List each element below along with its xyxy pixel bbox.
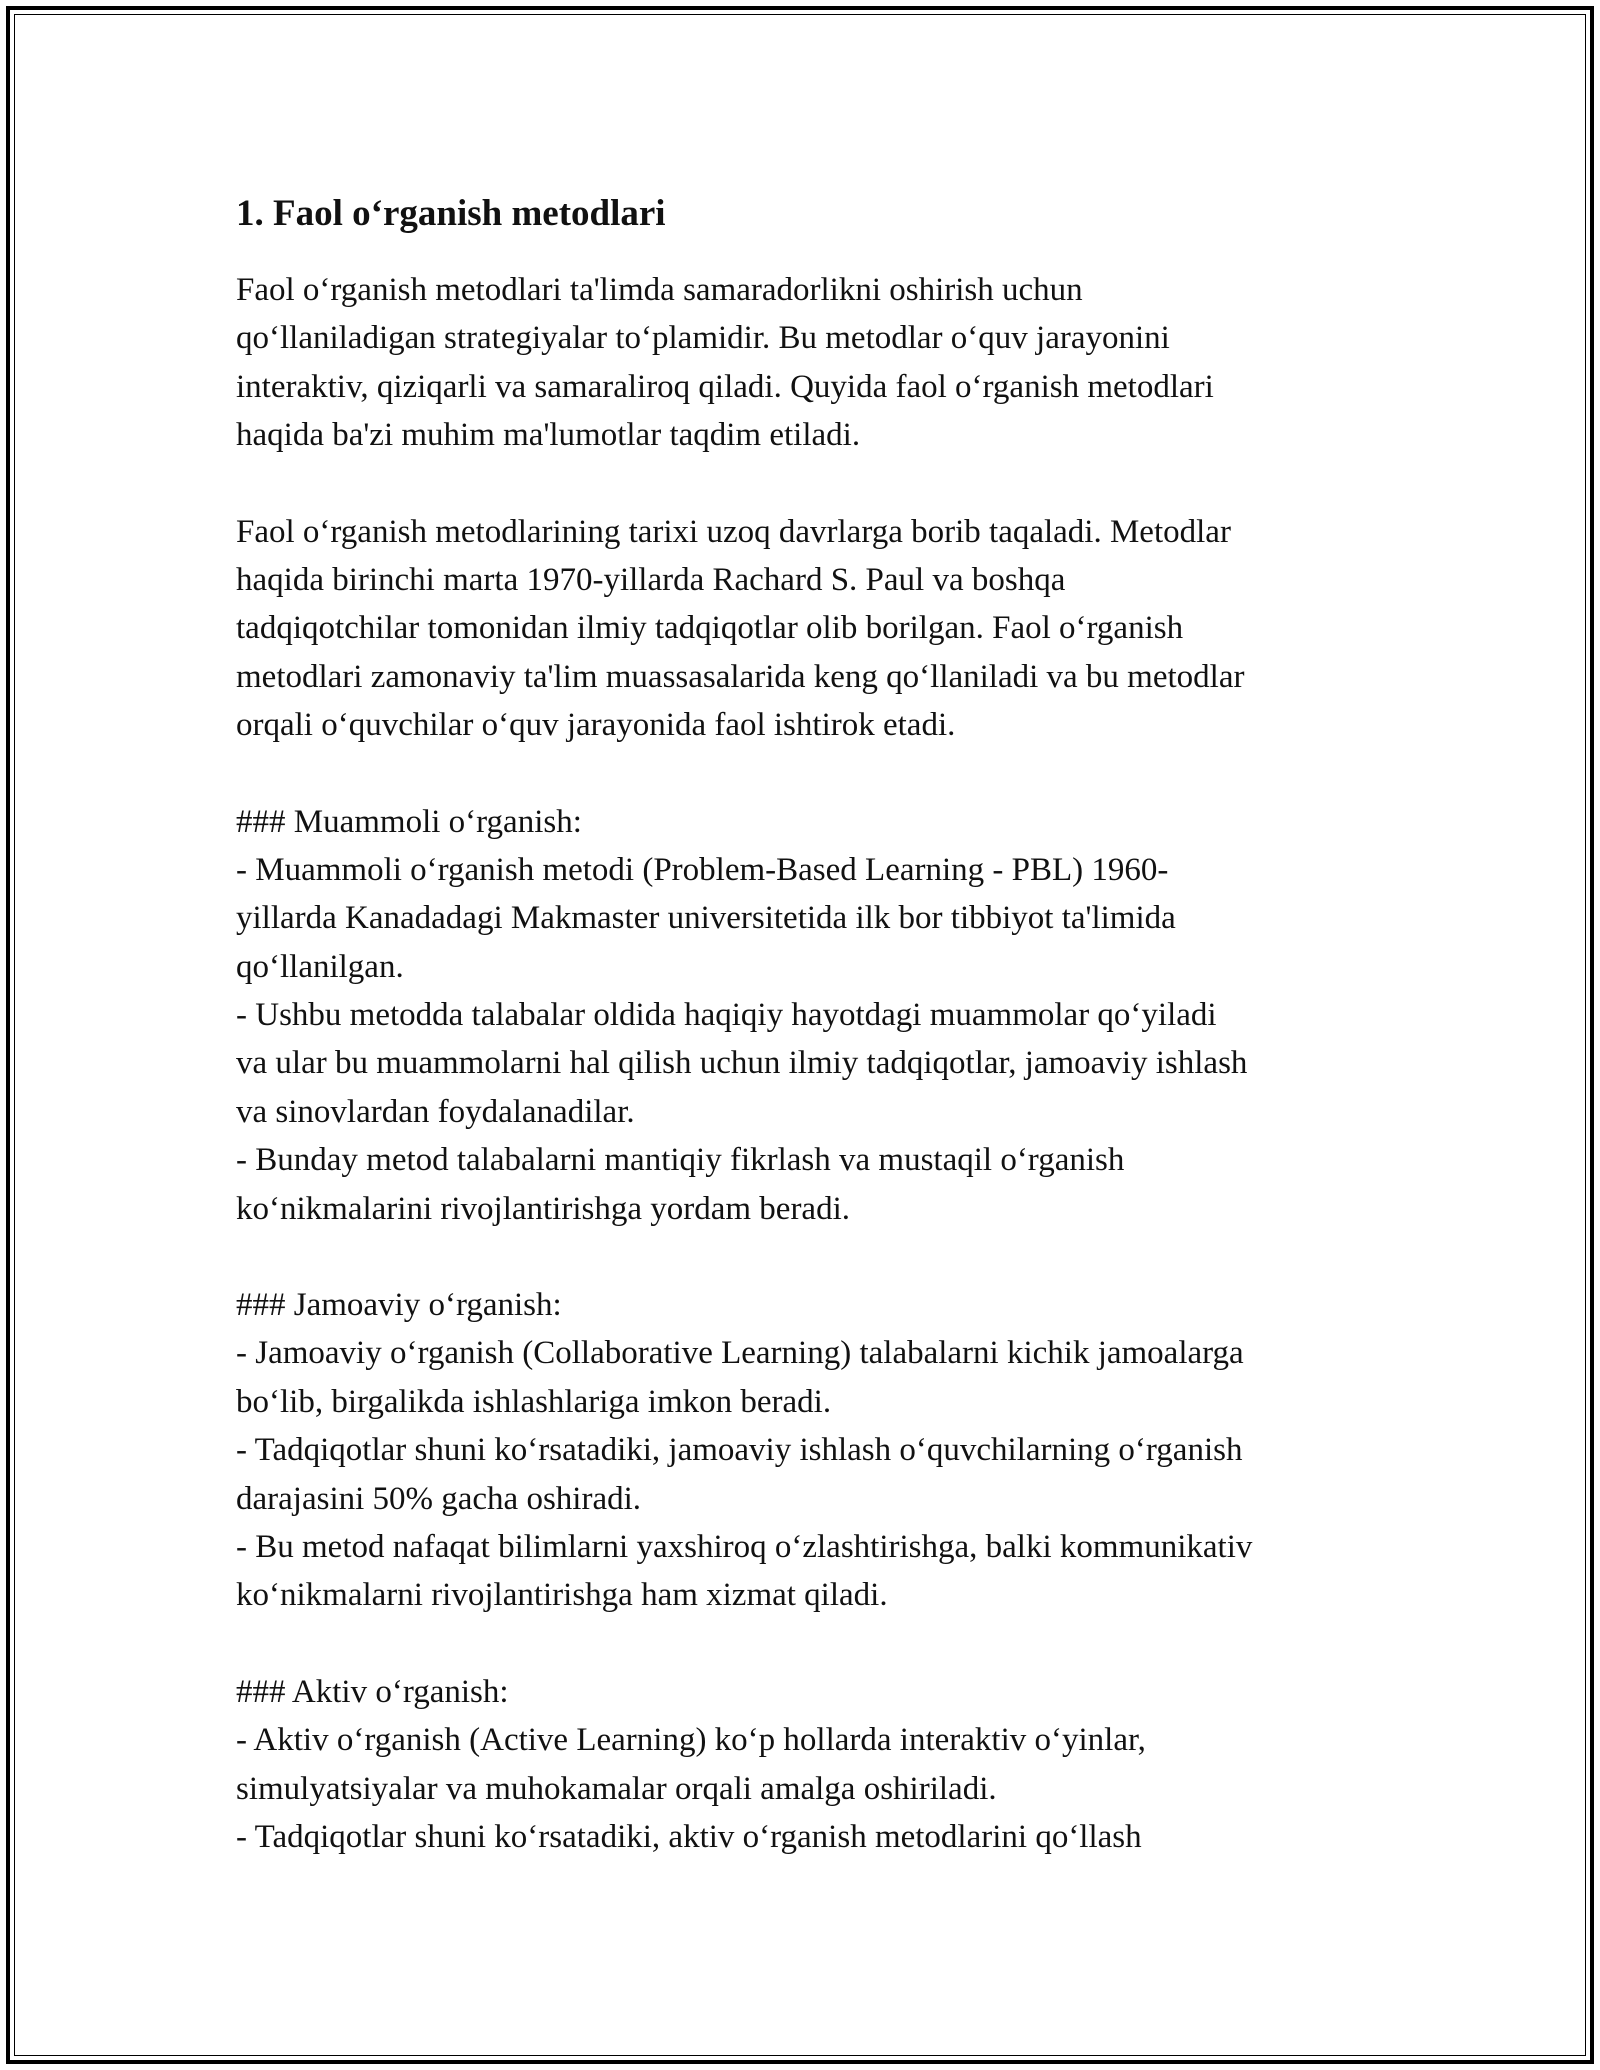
- text-line: - Tadqiqotlar shuni ko‘rsatadiki, jamoaviy ishlash o‘quvchilarning o‘rganish: [236, 1432, 1243, 1469]
- paragraph: [236, 266, 1416, 460]
- text-line: - Aktiv o‘rganish (Active Learning) ko‘p hollarda interaktiv o‘yinlar,: [236, 1722, 1146, 1759]
- text-line: ### Aktiv o‘rganish:: [236, 1673, 509, 1710]
- text-line: orqali o‘quvchilar o‘quv jarayonida faol ishtirok etadi.: [236, 707, 956, 744]
- text-line: - Bu metod nafaqat bilimlarni yaxshiroq o‘zlashtirishga, balki kommunikativ: [236, 1528, 1253, 1565]
- text-line: tadqiqotchilar tomonidan ilmiy tadqiqotlar olib borilgan. Faol o‘rganish: [236, 610, 1184, 647]
- text-line: darajasini 50% gacha oshiradi.: [236, 1480, 642, 1517]
- text-line: simulyatsiyalar va muhokamalar orqali amalga oshiriladi.: [236, 1770, 997, 1807]
- paragraph: [236, 1668, 1416, 1862]
- text-line: - Muammoli o‘rganish metodi (Problem-Based Learning - PBL) 1960-: [236, 851, 1169, 888]
- text-line: va sinovlardan foydalanadilar.: [236, 1093, 635, 1130]
- text-line: qo‘llaniladigan strategiyalar to‘plamidir. Bu metodlar o‘quv jarayonini: [236, 320, 1170, 357]
- document-body: [236, 188, 1416, 1861]
- text-line: - Bunday metod talabalarni mantiqiy fikrlash va mustaqil o‘rganish: [236, 1142, 1125, 1179]
- paragraph: [236, 1281, 1416, 1620]
- paragraph: [236, 508, 1416, 750]
- text-line: metodlari zamonaviy ta'lim muassasalarida keng qo‘llaniladi va bu metodlar: [236, 658, 1245, 695]
- text-line: ### Jamoaviy o‘rganish:: [236, 1287, 562, 1324]
- text-line: ko‘nikmalarni rivojlantirishga ham xizmat qiladi.: [236, 1577, 888, 1614]
- text-line: - Tadqiqotlar shuni ko‘rsatadiki, aktiv o‘rganish metodlarini qo‘llash: [236, 1818, 1142, 1855]
- text-line: va ular bu muammolarni hal qilish uchun ilmiy tadqiqotlar, jamoaviy ishlash: [236, 1045, 1248, 1082]
- text-line: ko‘nikmalarini rivojlantirishga yordam beradi.: [236, 1190, 850, 1227]
- text-line: - Jamoaviy o‘rganish (Collaborative Learning) talabalarni kichik jamoalarga: [236, 1335, 1244, 1372]
- text-line: bo‘lib, birgalikda ishlashlariga imkon beradi.: [236, 1383, 832, 1420]
- text-line: haqida birinchi marta 1970-yillarda Rachard S. Paul va boshqa: [236, 561, 1066, 598]
- text-line: haqida ba'zi muhim ma'lumotlar taqdim etiladi.: [236, 417, 861, 454]
- text-line: qo‘llanilgan.: [236, 948, 404, 985]
- paragraph: [236, 798, 1416, 1234]
- text-line: Faol o‘rganish metodlari ta'limda samaradorlikni oshirish uchun: [236, 272, 1083, 308]
- text-line: interaktiv, qiziqarli va samaraliroq qiladi. Quyida faol o‘rganish metodlari: [236, 368, 1214, 405]
- text-line: Faol o‘rganish metodlarining tarixi uzoq davrlarga borib taqaladi. Metodlar: [236, 513, 1231, 550]
- text-line: ### Muammoli o‘rganish:: [236, 803, 582, 840]
- paragraph-list: [236, 266, 1416, 1861]
- section-heading: 1. Faol o‘rganish metodlari: [236, 193, 666, 234]
- text-line: - Ushbu metodda talabalar oldida haqiqiy hayotdagi muammolar qo‘yiladi: [236, 997, 1217, 1034]
- text-line: yillarda Kanadadagi Makmaster universitetida ilk bor tibbiyot ta'limida: [236, 900, 1176, 937]
